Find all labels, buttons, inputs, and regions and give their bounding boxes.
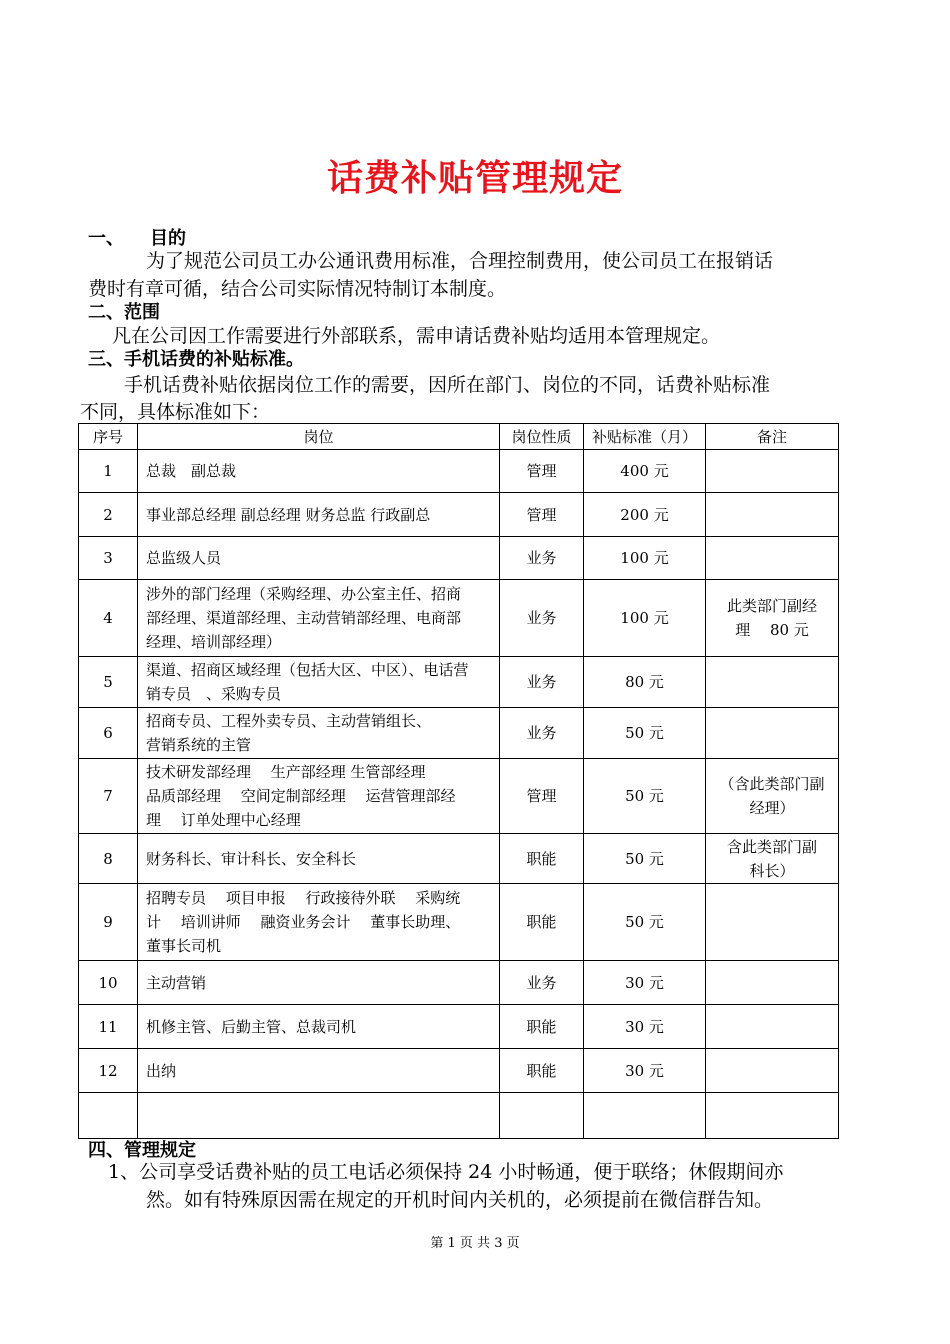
- row-note: 此类部门副经 理 80 元: [706, 580, 839, 657]
- row-post: 机修主管、后勤主管、总裁司机: [138, 1005, 500, 1049]
- section-4-item1-line1: 1、公司享受话费补贴的员工电话必须保持 24 小时畅通，便于联络；休假期间亦: [108, 1161, 784, 1183]
- section-1-text-line2: 费时有章可循，结合公司实际情况特制订本制度。: [88, 278, 507, 300]
- table-row: [79, 493, 839, 537]
- row-nature: 业务: [500, 961, 584, 1005]
- section-1-title: 目的: [150, 228, 186, 249]
- row-nature: 业务: [500, 580, 584, 657]
- row-amount: 50 元: [584, 834, 706, 884]
- row-amount: 30 元: [584, 1005, 706, 1049]
- row-note: [706, 537, 839, 580]
- header-nature: 岗位性质: [500, 424, 584, 450]
- row-post: 技术研发部经理 生产部经理 生管部经理 品质部经理 空间定制部经理 运营管理部经 理 订单处理中心经理: [138, 759, 500, 834]
- row-note: [706, 708, 839, 759]
- header-note: 备注: [706, 424, 839, 450]
- section-2-text: 凡在公司因工作需要进行外部联系，需申请话费补贴均适用本管理规定。: [112, 325, 721, 347]
- table-row: [79, 759, 839, 834]
- row-post: 事业部总经理 副总经理 财务总监 行政副总: [138, 493, 500, 537]
- document-title: 话费补贴管理规定: [326, 158, 623, 199]
- row-note: [706, 961, 839, 1005]
- row-nature: 职能: [500, 834, 584, 884]
- table-row: [79, 537, 839, 580]
- table-row-empty: [79, 1093, 839, 1139]
- row-amount: 50 元: [584, 708, 706, 759]
- row-no: 3: [79, 537, 138, 580]
- page-footer: 第 1 页 共 3 页: [430, 1236, 520, 1251]
- row-note: [706, 1005, 839, 1049]
- row-amount: 50 元: [584, 884, 706, 961]
- row-no: 1: [79, 450, 138, 493]
- section-2-heading: 二、范围: [88, 302, 160, 323]
- row-note: 含此类部门副 科长）: [706, 834, 839, 884]
- section-3-text-line1: 手机话费补贴依据岗位工作的需要，因所在部门、岗位的不同，话费补贴标准: [124, 374, 771, 396]
- row-nature: [500, 1093, 584, 1139]
- table-row: [79, 708, 839, 759]
- table-row: [79, 1005, 839, 1049]
- row-nature: 职能: [500, 1049, 584, 1093]
- row-amount: 200 元: [584, 493, 706, 537]
- row-amount: 30 元: [584, 961, 706, 1005]
- row-note: [706, 1049, 839, 1093]
- row-post: 渠道、招商区域经理（包括大区、中区）、电话营 销专员 、采购专员: [138, 657, 500, 708]
- row-nature: 业务: [500, 708, 584, 759]
- subsidy-standard-table: [78, 423, 839, 1139]
- table-row: [79, 657, 839, 708]
- row-note: （含此类部门副 经理）: [706, 759, 839, 834]
- row-nature: 管理: [500, 450, 584, 493]
- section-3-text-line2: 不同，具体标准如下：: [80, 401, 271, 423]
- section-3-heading: 三、手机话费的补贴标准。: [88, 349, 304, 370]
- row-amount: 100 元: [584, 580, 706, 657]
- row-note: [706, 493, 839, 537]
- row-no: 6: [79, 708, 138, 759]
- row-amount: 400 元: [584, 450, 706, 493]
- header-post: 岗位: [138, 424, 500, 450]
- row-nature: 业务: [500, 537, 584, 580]
- row-nature: 业务: [500, 657, 584, 708]
- row-nature: 管理: [500, 493, 584, 537]
- row-post: 总裁 副总裁: [138, 450, 500, 493]
- table-row: [79, 834, 839, 884]
- row-note: [706, 657, 839, 708]
- row-amount: [584, 1093, 706, 1139]
- row-post: 总监级人员: [138, 537, 500, 580]
- row-nature: 职能: [500, 1005, 584, 1049]
- row-note: [706, 450, 839, 493]
- row-no: 2: [79, 493, 138, 537]
- table-header-row: [79, 424, 839, 450]
- section-1-text-line1: 为了规范公司员工办公通讯费用标准，合理控制费用，使公司员工在报销话: [146, 250, 774, 272]
- header-amount: 补贴标准（月）: [584, 424, 706, 450]
- section-1-number: 一、: [88, 228, 124, 249]
- row-amount: 100 元: [584, 537, 706, 580]
- row-no: 5: [79, 657, 138, 708]
- row-no: [79, 1093, 138, 1139]
- row-no: 10: [79, 961, 138, 1005]
- row-note: [706, 884, 839, 961]
- section-4-heading: 四、管理规定: [88, 1140, 196, 1161]
- row-amount: 30 元: [584, 1049, 706, 1093]
- row-no: 12: [79, 1049, 138, 1093]
- table-row: [79, 1049, 839, 1093]
- row-nature: 管理: [500, 759, 584, 834]
- row-post: 主动营销: [138, 961, 500, 1005]
- row-amount: 50 元: [584, 759, 706, 834]
- row-post: 出纳: [138, 1049, 500, 1093]
- row-no: 11: [79, 1005, 138, 1049]
- row-no: 8: [79, 834, 138, 884]
- row-note: [706, 1093, 839, 1139]
- row-post: 招商专员、工程外卖专员、主动营销组长、 营销系统的主管: [138, 708, 500, 759]
- row-no: 9: [79, 884, 138, 961]
- row-post: [138, 1093, 500, 1139]
- table-row: [79, 961, 839, 1005]
- row-no: 7: [79, 759, 138, 834]
- row-post: 财务科长、审计科长、安全科长: [138, 834, 500, 884]
- row-post: 招聘专员 项目申报 行政接待外联 采购统 计 培训讲师 融资业务会计 董事长助理、 董事长司机: [138, 884, 500, 961]
- row-amount: 80 元: [584, 657, 706, 708]
- section-4-item1-line2: 然。如有特殊原因需在规定的开机时间内关机的，必须提前在微信群告知。: [146, 1189, 774, 1211]
- row-nature: 职能: [500, 884, 584, 961]
- table-row: [79, 580, 839, 657]
- row-no: 4: [79, 580, 138, 657]
- header-no: 序号: [79, 424, 138, 450]
- row-post: 涉外的部门经理（采购经理、办公室主任、招商 部经理、渠道部经理、主动营销部经理、电商部 经理、培训部经理）: [138, 580, 500, 657]
- table-row: [79, 450, 839, 493]
- table-row: [79, 884, 839, 961]
